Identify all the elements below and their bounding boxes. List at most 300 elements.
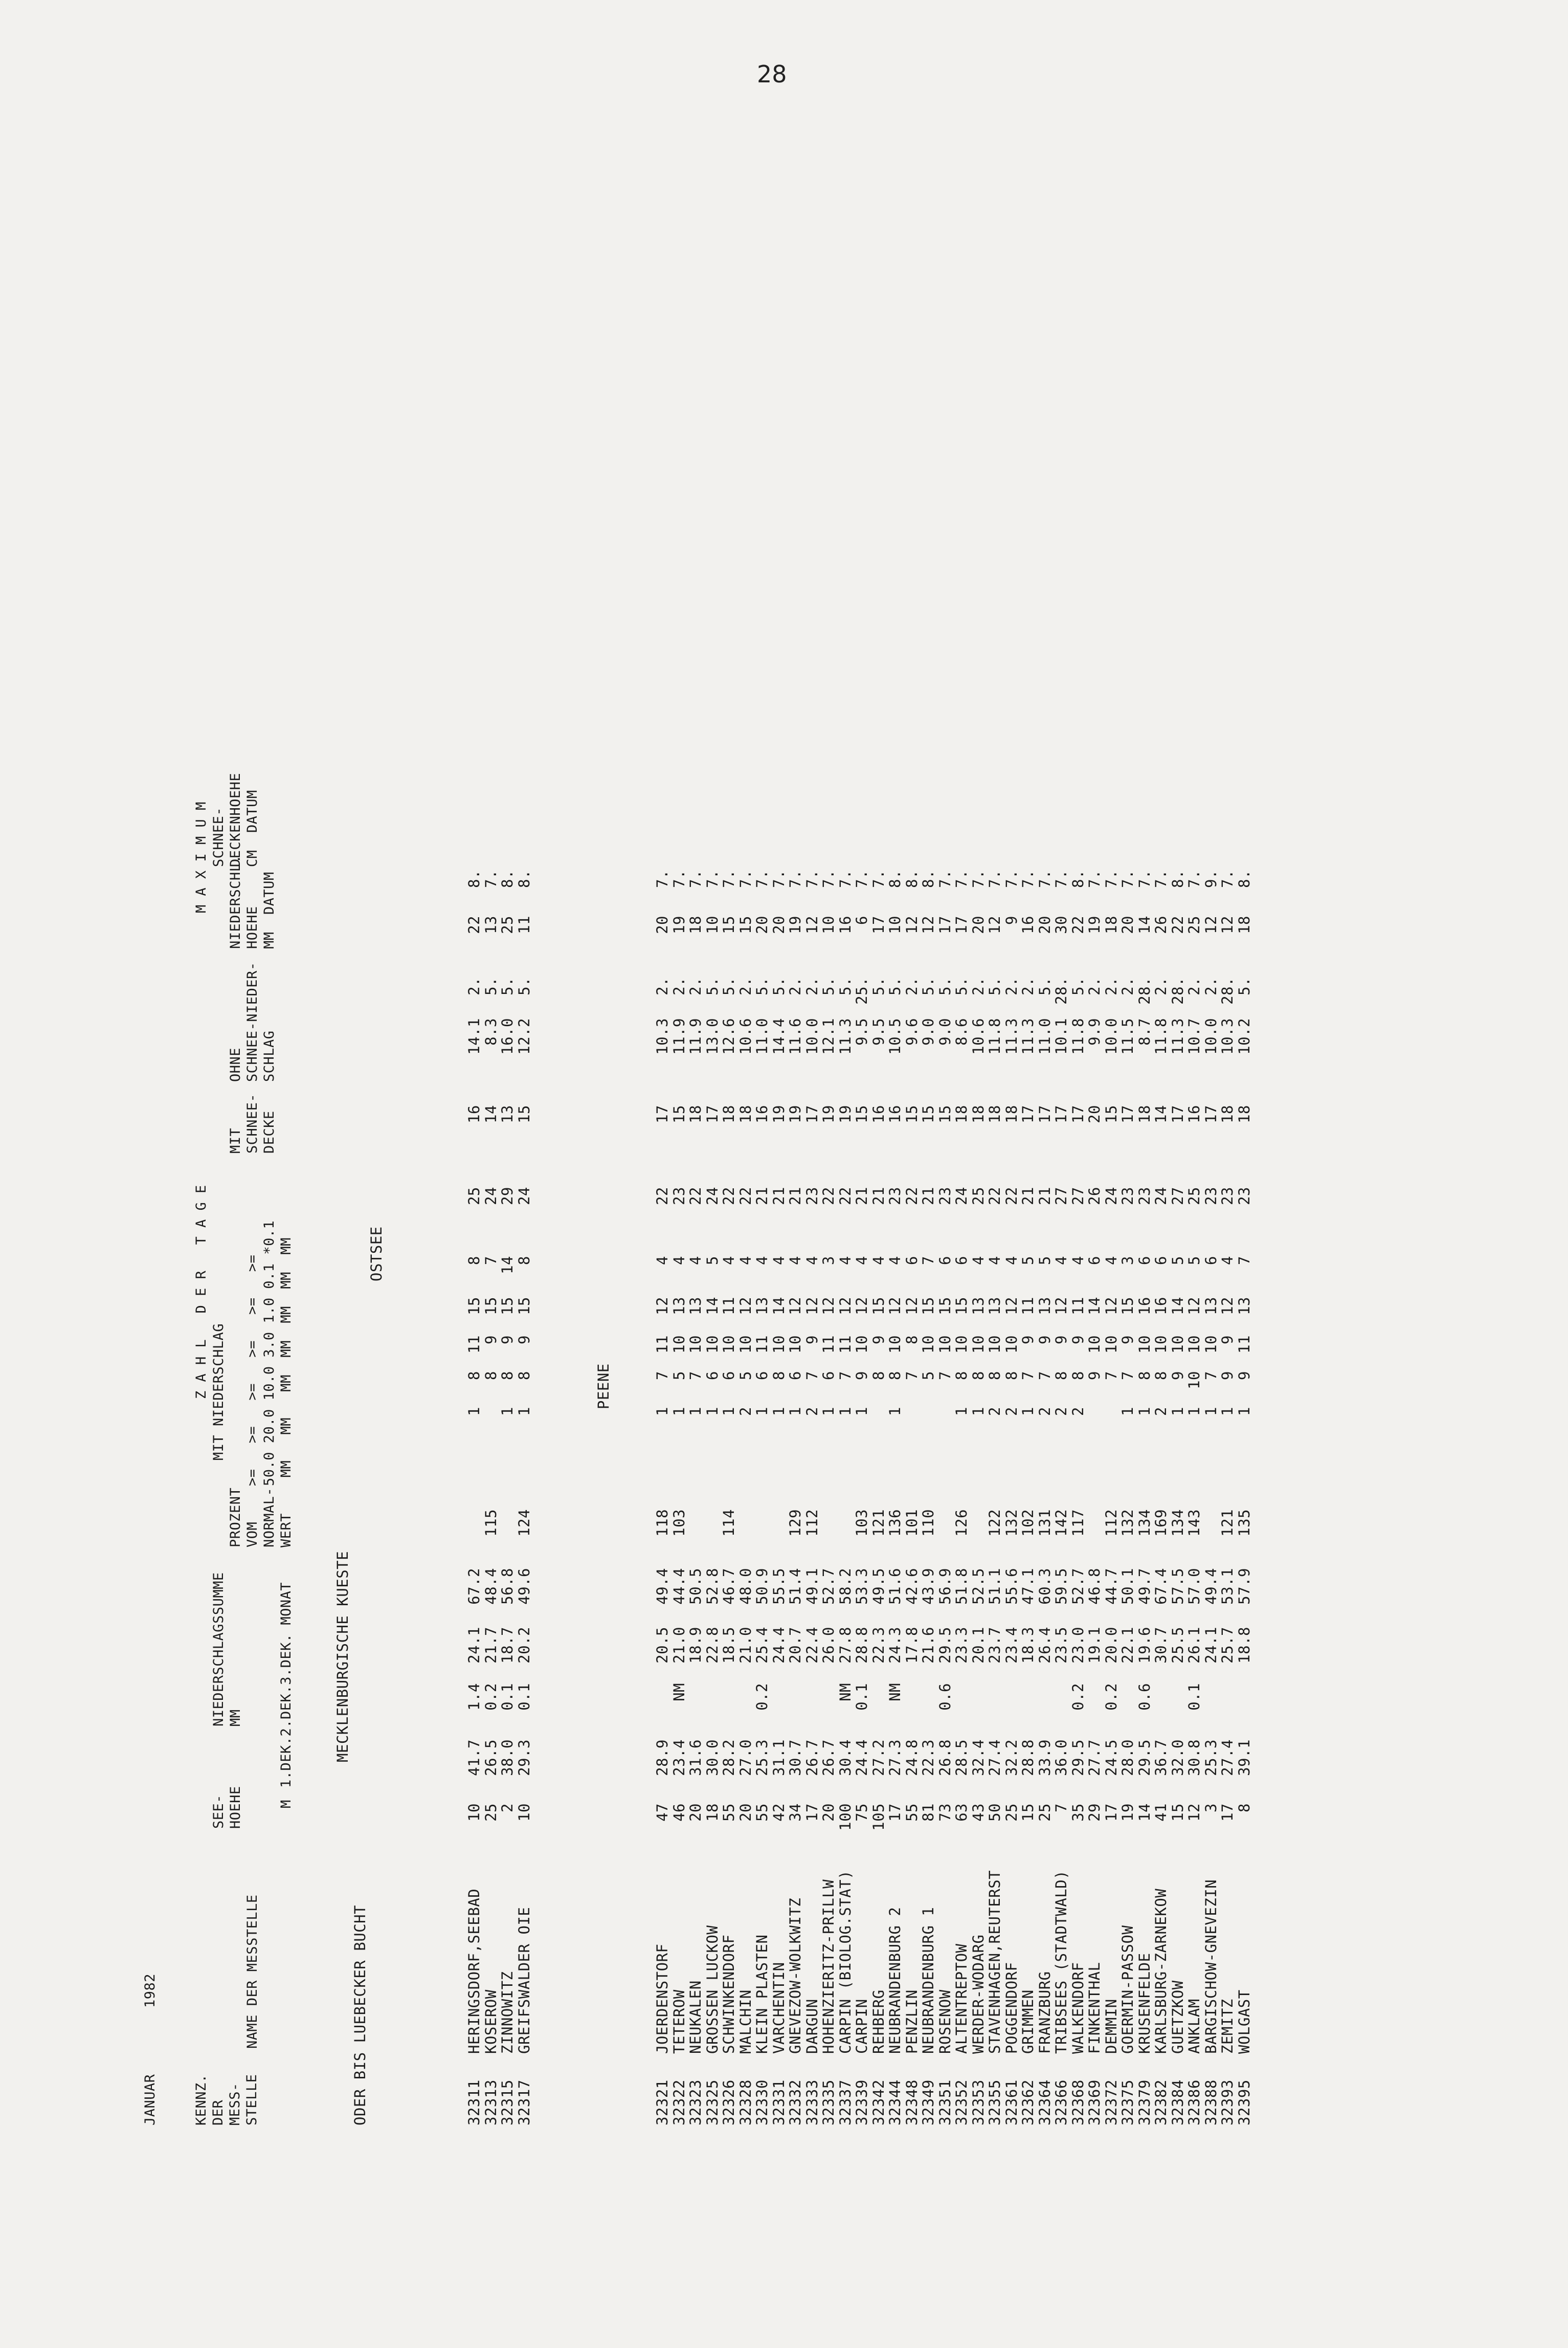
cell-d3: 22.1: [1119, 1627, 1136, 1664]
cell-ohne: 17: [703, 1105, 721, 1123]
cell-f20: 1: [1119, 1407, 1136, 1416]
cell-f20: 1: [787, 1407, 804, 1416]
cell-ohne: 18: [1235, 1105, 1253, 1123]
cell-m: 42.6: [903, 1568, 921, 1605]
cell-f01: 6: [953, 1256, 970, 1265]
cell-f3: 9: [499, 1335, 516, 1344]
cell-id: 32361: [1002, 2079, 1020, 2125]
cell-mit: 24: [1152, 1187, 1170, 1205]
cell-f10: 6: [820, 1371, 837, 1380]
cell-mx: 14.1: [465, 1018, 483, 1055]
cell-id: 32379: [1135, 2079, 1153, 2125]
cell-mx: 10.6: [736, 1018, 754, 1055]
cell-h: 55: [753, 1803, 771, 1822]
cell-m: 43.9: [920, 1568, 937, 1605]
cell-d3: 29.5: [936, 1627, 954, 1664]
table-row: [920, 141, 937, 2125]
cell-f10: 5: [736, 1371, 754, 1380]
cell-sd: 7.: [820, 870, 837, 888]
cell-f1: 12: [820, 1297, 837, 1315]
table-row: [516, 141, 533, 2125]
cell-f10: 10: [1185, 1371, 1203, 1389]
cell-f1: 12: [736, 1297, 754, 1315]
table-header: [142, 141, 295, 2125]
cell-p: 129: [787, 1509, 804, 1537]
cell-d3: 22.4: [803, 1627, 821, 1664]
cell-f1: 16: [1152, 1297, 1170, 1315]
table-row: [1053, 141, 1070, 2125]
cell-id: 32353: [969, 2079, 987, 2125]
cell-sh: 26: [1152, 916, 1170, 934]
cell-f01: 7: [920, 1256, 937, 1265]
cell-d3: 27.8: [836, 1627, 854, 1664]
cell-sd: 7.: [803, 870, 821, 888]
cell-m: 57.9: [1235, 1568, 1253, 1605]
cell-h: 3: [1202, 1803, 1220, 1812]
cell-name: TETEROW: [670, 1989, 688, 2054]
cell-d1: 27.7: [1086, 1739, 1103, 1776]
cell-d3: 23.5: [1052, 1627, 1070, 1664]
cell-d1: 24.8: [903, 1739, 921, 1776]
cell-f20: 1: [687, 1407, 704, 1416]
cell-mit: 22: [720, 1187, 737, 1205]
cell-mx: 11.3: [836, 1018, 854, 1055]
cell-m: 56.9: [936, 1568, 954, 1605]
cell-f01: 6: [936, 1256, 954, 1265]
cell-mx: 11.9: [670, 1018, 688, 1055]
cell-f1: 15: [499, 1297, 516, 1315]
cell-f3: 11: [654, 1335, 671, 1354]
cell-sh: 20: [1119, 916, 1136, 934]
cell-md: 2.: [1102, 977, 1120, 995]
cell-sd: 7.: [720, 870, 737, 888]
cell-p: 143: [1185, 1509, 1203, 1537]
cell-name: KLEIN PLASTEN: [753, 1934, 771, 2054]
cell-f10: 7: [903, 1371, 921, 1380]
cell-f01: 4: [787, 1256, 804, 1265]
cell-md: 2.: [803, 977, 821, 995]
cell-id: 32352: [953, 2079, 970, 2125]
cell-name: KARLSBURG-ZARNEKOW: [1152, 1888, 1170, 2054]
cell-ohne: 17: [1036, 1105, 1054, 1123]
cell-p: 112: [803, 1509, 821, 1537]
peene-row: [585, 141, 619, 2125]
cell-name: WOLGAST: [1235, 1989, 1253, 2054]
cell-name: ROSENOW: [936, 1989, 954, 2054]
cell-f3: 10: [1202, 1335, 1220, 1354]
cell-m: 50.5: [687, 1568, 704, 1605]
table-row: [1136, 141, 1153, 2125]
cell-h: 29: [1086, 1803, 1103, 1822]
cell-mit: 22: [654, 1187, 671, 1205]
cell-ohne: 15: [670, 1105, 688, 1123]
cell-d1: 28.0: [1119, 1739, 1136, 1776]
cell-d1: 36.0: [1052, 1739, 1070, 1776]
cell-m: 67.2: [465, 1568, 483, 1605]
cell-h: 43: [969, 1803, 987, 1822]
cell-ohne: 15: [1102, 1105, 1120, 1123]
table-row: [1103, 141, 1120, 2125]
cell-sh: 14: [1135, 916, 1153, 934]
cell-f3: 10: [920, 1335, 937, 1354]
cell-mit: 22: [736, 1187, 754, 1205]
table-row: [937, 141, 954, 2125]
cell-ohne: 18: [736, 1105, 754, 1123]
cell-f3: 10: [1102, 1335, 1120, 1354]
cell-sh: 20: [654, 916, 671, 934]
cell-sd: 7.: [687, 870, 704, 888]
cell-p: 103: [853, 1509, 870, 1537]
cell-f20: 1: [1185, 1407, 1203, 1416]
header-maximum: M A X I M U M: [193, 802, 209, 913]
cell-f01: 4: [1052, 1256, 1070, 1265]
cell-sd: 7.: [1052, 870, 1070, 888]
cell-sh: 12: [986, 916, 1003, 934]
cell-md: 2.: [670, 977, 688, 995]
cell-d1: 28.2: [720, 1739, 737, 1776]
cell-sh: 12: [1219, 916, 1236, 934]
cell-mx: 10.3: [1219, 1018, 1236, 1055]
cell-name: KRUSENFELDE: [1135, 1953, 1153, 2054]
cell-f1: 12: [1052, 1297, 1070, 1315]
cell-md: 2.: [465, 977, 483, 995]
cell-f20: 1: [886, 1407, 904, 1416]
cell-f01: 4: [687, 1256, 704, 1265]
cell-ohne: 19: [770, 1105, 788, 1123]
cell-f10: 8: [869, 1371, 887, 1380]
cell-ohne: 17: [1052, 1105, 1070, 1123]
table-row: [1236, 141, 1253, 2125]
cell-sd: 7.: [482, 870, 500, 888]
cell-d2: NM: [886, 1683, 904, 1701]
cell-f10: 7: [1119, 1371, 1136, 1380]
cell-sd: 7.: [869, 870, 887, 888]
cell-f1: 13: [1036, 1297, 1054, 1315]
cell-p: 121: [869, 1509, 887, 1537]
cell-f01: 4: [1219, 1256, 1236, 1265]
cell-d2: 0.6: [936, 1683, 954, 1711]
cell-name: DARGUN: [803, 1999, 821, 2054]
cell-d2: 0.2: [1102, 1683, 1120, 1711]
cell-md: 5.: [836, 977, 854, 995]
cell-mit: 29: [499, 1187, 516, 1205]
cell-f3: 10: [853, 1335, 870, 1354]
cell-mx: 9.6: [903, 1018, 921, 1046]
cell-name: CARPIN (BIOLOG.STAT): [836, 1870, 854, 2054]
table-row: [1070, 141, 1087, 2125]
cell-name: GUETZKOW: [1169, 1980, 1186, 2054]
table-row: [654, 141, 671, 2125]
cell-d1: 24.5: [1102, 1739, 1120, 1776]
table-row: [1153, 141, 1170, 2125]
cell-id: 32366: [1052, 2079, 1070, 2125]
cell-f20: 1: [703, 1407, 721, 1416]
cell-f10: 6: [720, 1371, 737, 1380]
cell-md: 5.: [1036, 977, 1054, 995]
cell-d1: 32.0: [1169, 1739, 1186, 1776]
cell-f3: 9: [869, 1335, 887, 1344]
cell-f3: 10: [1086, 1335, 1103, 1354]
cell-f01: 4: [654, 1256, 671, 1265]
cell-sh: 12: [903, 916, 921, 934]
table-row: [483, 141, 500, 2125]
cell-id: 32368: [1069, 2079, 1087, 2125]
cell-f1: 13: [753, 1297, 771, 1315]
cell-f1: 15: [953, 1297, 970, 1315]
cell-ohne: 18: [969, 1105, 987, 1123]
cell-f01: 4: [986, 1256, 1003, 1265]
cell-d3: 18.3: [1019, 1627, 1037, 1664]
table-row: [787, 141, 804, 2125]
header-seehoehe: SEE- HOEHE: [211, 1786, 243, 1829]
cell-mit: 21: [869, 1187, 887, 1205]
cell-sh: 15: [720, 916, 737, 934]
cell-ohne: 16: [1185, 1105, 1203, 1123]
cell-mx: 16.0: [499, 1018, 516, 1055]
cell-f01: 4: [869, 1256, 887, 1265]
cell-f10: 8: [953, 1371, 970, 1380]
cell-d3: 20.5: [654, 1627, 671, 1664]
cell-sh: 25: [499, 916, 516, 934]
cell-p: 169: [1152, 1509, 1170, 1537]
cell-md: 2.: [654, 977, 671, 995]
cell-f10: 9: [1219, 1371, 1236, 1380]
cell-p: 126: [953, 1509, 970, 1537]
cell-md: 2.: [1119, 977, 1136, 995]
cell-name: KOSEROW: [482, 1989, 500, 2054]
cell-f10: 8: [499, 1371, 516, 1380]
cell-d2: 0.2: [1069, 1683, 1087, 1711]
cell-mit: 22: [836, 1187, 854, 1205]
cell-id: 32330: [753, 2079, 771, 2125]
cell-mx: 11.3: [1019, 1018, 1037, 1055]
cell-ohne: 20: [1086, 1105, 1103, 1123]
cell-name: GROSSEN LUCKOW: [703, 1925, 721, 2054]
cell-mit: 23: [1219, 1187, 1236, 1205]
cell-sd: 7.: [1219, 870, 1236, 888]
cell-m: 51.8: [953, 1568, 970, 1605]
cell-f10: 7: [1019, 1371, 1037, 1380]
header-ohne: OHNE SCHNEE-NIEDER- SCHLAG: [228, 962, 277, 1082]
cell-f10: 8: [969, 1371, 987, 1380]
cell-mx: 11.8: [1152, 1018, 1170, 1055]
cell-sh: 18: [1102, 916, 1120, 934]
cell-d3: 24.3: [886, 1627, 904, 1664]
cell-f3: 10: [1185, 1335, 1203, 1354]
cell-p: 114: [720, 1509, 737, 1537]
cell-f1: 14: [703, 1297, 721, 1315]
cell-f01: 4: [803, 1256, 821, 1265]
cell-mx: 10.5: [886, 1018, 904, 1055]
cell-f20: 2: [1052, 1407, 1070, 1416]
cell-m: 52.5: [969, 1568, 987, 1605]
cell-mit: 27: [1169, 1187, 1186, 1205]
cell-mx: 9.0: [920, 1018, 937, 1046]
cell-f3: 11: [465, 1335, 483, 1354]
cell-f10: 8: [986, 1371, 1003, 1380]
cell-ohne: 16: [753, 1105, 771, 1123]
cell-d3: 22.8: [703, 1627, 721, 1664]
cell-h: 47: [654, 1803, 671, 1822]
cell-f01: 4: [770, 1256, 788, 1265]
cell-sd: 7.: [1185, 870, 1203, 888]
cell-sd: 7.: [1002, 870, 1020, 888]
cell-sh: 9: [1002, 916, 1020, 925]
cell-h: 7: [1052, 1803, 1070, 1812]
cell-name: ANKLAM: [1185, 1999, 1203, 2054]
table-row: [854, 141, 870, 2125]
cell-sd: 7.: [1086, 870, 1103, 888]
cell-f3: 10: [787, 1335, 804, 1354]
cell-f1: 15: [465, 1297, 483, 1315]
cell-mit: 23: [1235, 1187, 1253, 1205]
cell-f3: 10: [986, 1335, 1003, 1354]
cell-p: 134: [1135, 1509, 1153, 1537]
cell-d1: 28.8: [1019, 1739, 1037, 1776]
cell-d1: 26.8: [936, 1739, 954, 1776]
cell-sh: 16: [836, 916, 854, 934]
cell-d1: 29.5: [1069, 1739, 1087, 1776]
cell-p: 117: [1069, 1509, 1087, 1537]
cell-d3: 21.0: [670, 1627, 688, 1664]
cell-d2: 0.1: [515, 1683, 533, 1711]
cell-d1: 32.4: [969, 1739, 987, 1776]
cell-f10: 7: [836, 1371, 854, 1380]
cell-md: 5.: [953, 977, 970, 995]
cell-f01: 4: [969, 1256, 987, 1265]
cell-m: 44.4: [670, 1568, 688, 1605]
cell-m: 46.8: [1086, 1568, 1103, 1605]
cell-mx: 11.8: [986, 1018, 1003, 1055]
cell-sh: 19: [787, 916, 804, 934]
cell-d3: 20.1: [969, 1627, 987, 1664]
cell-id: 32313: [482, 2079, 500, 2125]
cell-f3: 10: [953, 1335, 970, 1354]
cell-name: WALKENDORF: [1069, 1962, 1087, 2054]
cell-f1: 12: [853, 1297, 870, 1315]
cell-sd: 8.: [1235, 870, 1253, 888]
cell-m: 46.7: [720, 1568, 737, 1605]
cell-sh: 25: [1185, 916, 1203, 934]
cell-md: 5.: [986, 977, 1003, 995]
cell-m: 49.4: [1202, 1568, 1220, 1605]
cell-f01: 5: [1036, 1256, 1054, 1265]
cell-f1: 13: [1202, 1297, 1220, 1315]
cell-f01: 8: [465, 1256, 483, 1265]
cell-id: 32393: [1219, 2079, 1236, 2125]
cell-ohne: 18: [1219, 1105, 1236, 1123]
table-row: [737, 141, 754, 2125]
cell-d3: 23.0: [1069, 1627, 1087, 1664]
cell-h: 18: [703, 1803, 721, 1822]
cell-md: 5.: [920, 977, 937, 995]
cell-p: 102: [1019, 1509, 1037, 1537]
cell-h: 55: [903, 1803, 921, 1822]
cell-md: 25.: [853, 977, 870, 1005]
cell-d2: 0.1: [853, 1683, 870, 1711]
table-row: [1186, 141, 1203, 2125]
cell-d3: 18.8: [1235, 1627, 1253, 1664]
cell-p: 124: [515, 1509, 533, 1537]
cell-f10: 6: [703, 1371, 721, 1380]
cell-f01: 4: [886, 1256, 904, 1265]
cell-d3: 24.1: [465, 1627, 483, 1664]
cell-h: 14: [1135, 1803, 1153, 1822]
cell-d3: 24.1: [1202, 1627, 1220, 1664]
cell-d3: 17.8: [903, 1627, 921, 1664]
cell-sd: 8.: [1069, 870, 1087, 888]
cell-f3: 11: [836, 1335, 854, 1354]
cell-d2: 0.1: [1185, 1683, 1203, 1711]
table-row: [804, 141, 821, 2125]
cell-mit: 24: [953, 1187, 970, 1205]
cell-mit: 23: [886, 1187, 904, 1205]
cell-h: 34: [787, 1803, 804, 1822]
cell-name: ZEMITZ: [1219, 1999, 1236, 2054]
cell-f10: 7: [1036, 1371, 1054, 1380]
cell-name: PENZLIN: [903, 1989, 921, 2054]
cell-md: 28.: [1052, 977, 1070, 1005]
table-row: [1219, 141, 1236, 2125]
cell-d1: 26.7: [803, 1739, 821, 1776]
cell-name: HERINGSDORF,SEEBAD: [465, 1888, 483, 2054]
cell-md: 2.: [687, 977, 704, 995]
cell-d1: 30.7: [787, 1739, 804, 1776]
cell-p: 110: [920, 1509, 937, 1537]
cell-ohne: 15: [853, 1105, 870, 1123]
cell-f01: 6: [1152, 1256, 1170, 1265]
cell-f3: 9: [1219, 1335, 1236, 1344]
cell-d2: NM: [836, 1683, 854, 1701]
cell-mit: 21: [770, 1187, 788, 1205]
cell-id: 32351: [936, 2079, 954, 2125]
cell-f10: 8: [1135, 1371, 1153, 1380]
cell-name: FRANZBURG: [1036, 1971, 1054, 2054]
cell-id: 32325: [703, 2079, 721, 2125]
cell-md: 2.: [969, 977, 987, 995]
cell-mx: 13.0: [703, 1018, 721, 1055]
cell-d1: 30.4: [836, 1739, 854, 1776]
cell-sh: 12: [1202, 916, 1220, 934]
section-title: ODER BIS LUEBECKER BUCHT: [351, 1904, 369, 2125]
cell-id: 32321: [654, 2079, 671, 2125]
cell-mit: 23: [1202, 1187, 1220, 1205]
cell-mx: 10.3: [654, 1018, 671, 1055]
cell-f3: 10: [969, 1335, 987, 1354]
cell-ohne: 17: [1069, 1105, 1087, 1123]
cell-f1: 15: [482, 1297, 500, 1315]
cell-f1: 14: [1169, 1297, 1186, 1315]
cell-sd: 8.: [920, 870, 937, 888]
cell-md: 28.: [1135, 977, 1153, 1005]
cell-mx: 12.1: [820, 1018, 837, 1055]
cell-sd: 7.: [703, 870, 721, 888]
table-row: [887, 141, 904, 2125]
cell-f3: 9: [1052, 1335, 1070, 1344]
cell-f10: 7: [687, 1371, 704, 1380]
cell-d3: 23.3: [953, 1627, 970, 1664]
cell-sh: 22: [465, 916, 483, 934]
cell-mit: 23: [1135, 1187, 1153, 1205]
cell-sd: 7.: [654, 870, 671, 888]
cell-mx: 9.0: [936, 1018, 954, 1046]
cell-ohne: 16: [886, 1105, 904, 1123]
cell-f1: 11: [720, 1297, 737, 1315]
cell-h: 8: [1235, 1803, 1253, 1812]
cell-md: 5.: [886, 977, 904, 995]
cell-mx: 10.0: [1202, 1018, 1220, 1055]
cell-m: 53.1: [1219, 1568, 1236, 1605]
